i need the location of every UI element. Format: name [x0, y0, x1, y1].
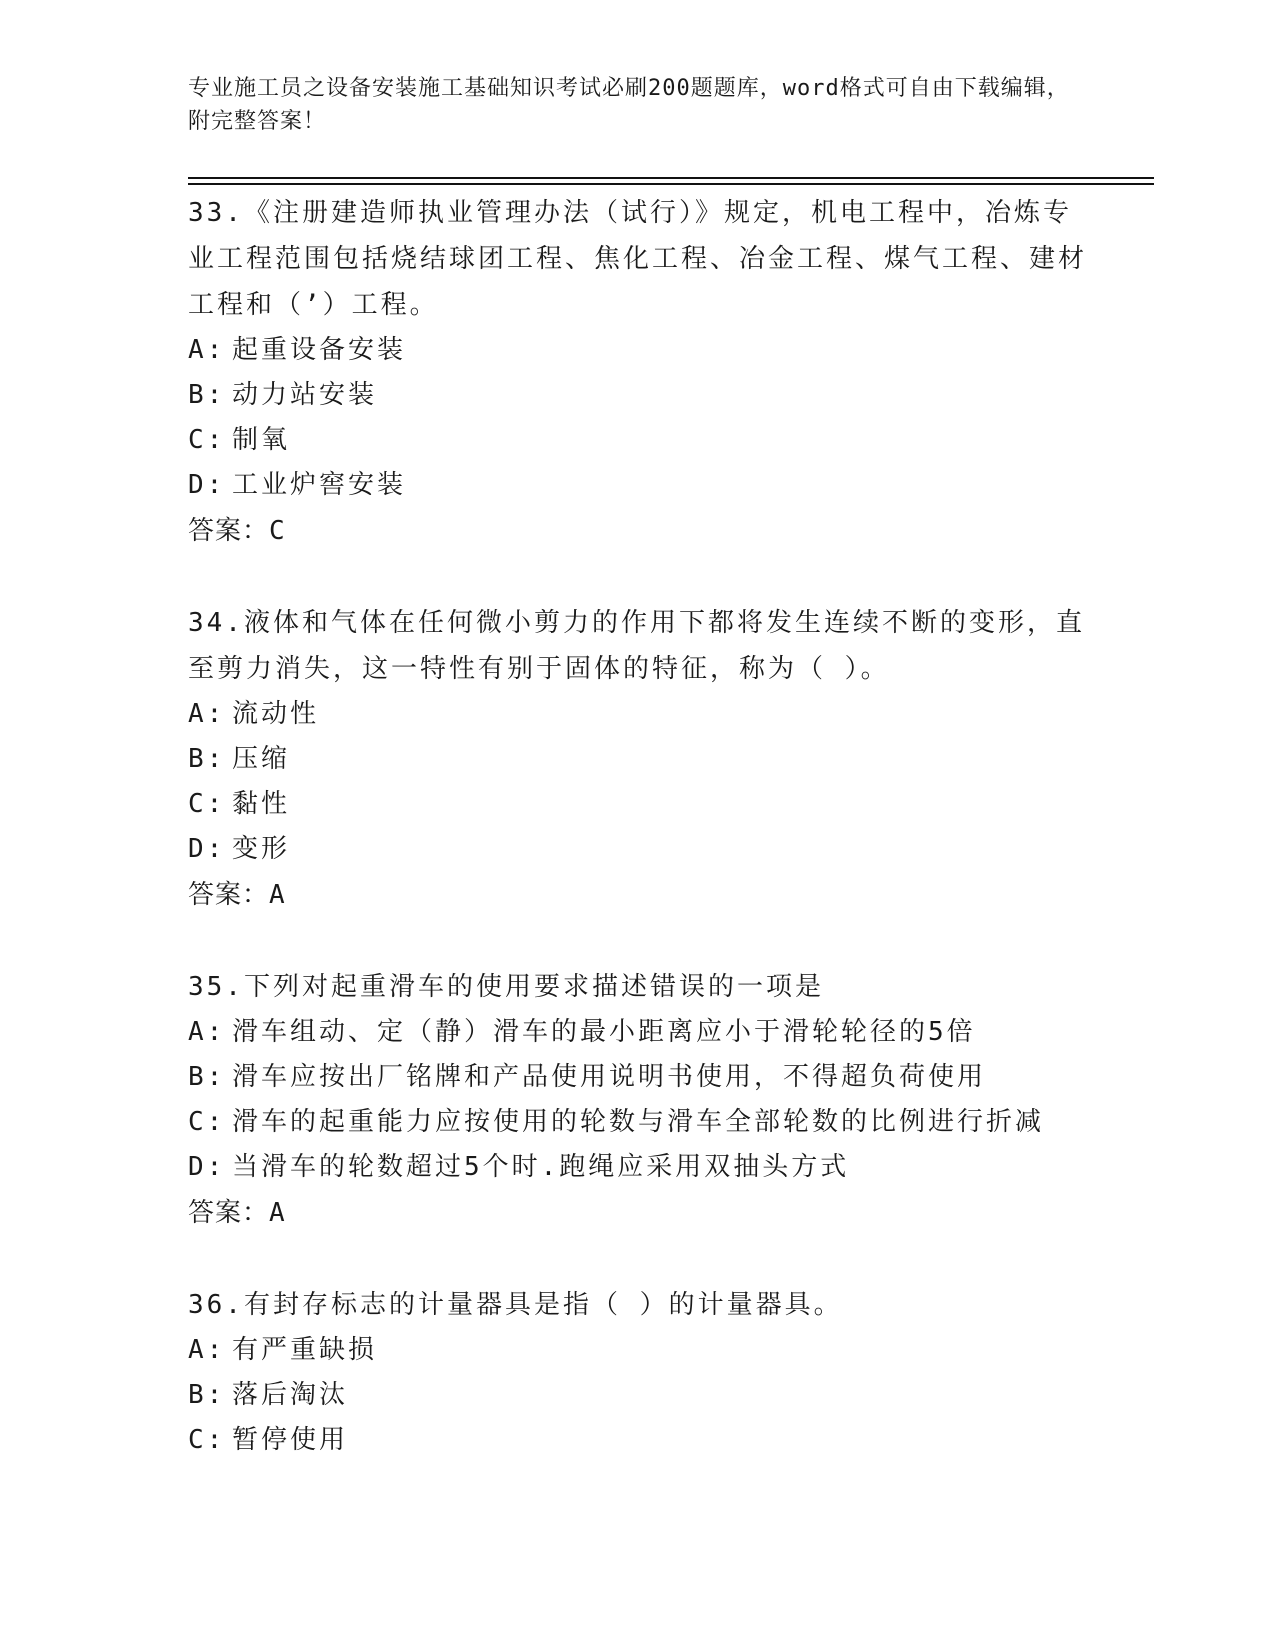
option-key: A:	[188, 699, 226, 729]
answer-value: A	[269, 1198, 286, 1228]
option-key: A:	[188, 1017, 226, 1047]
option-key: C:	[188, 1425, 226, 1455]
option-key: B:	[188, 380, 226, 410]
answer-value: A	[269, 880, 286, 910]
option-text: 变形	[232, 834, 291, 864]
option-text: 暂停使用	[232, 1425, 349, 1455]
option-text: 有严重缺损	[232, 1335, 378, 1365]
question-36	[188, 1282, 1088, 1463]
option-key: A:	[188, 335, 226, 365]
question-text: 33.《注册建造师执业管理办法（试行）》规定，机电工程中，冶炼专业工程范围包括烧结球团工程、焦化工程、冶金工程、煤气工程、建材工程和（’）工程。	[188, 198, 1088, 320]
option-a	[188, 1328, 1088, 1373]
option-c	[188, 782, 1088, 827]
option-b	[188, 1373, 1088, 1418]
option-a	[188, 328, 1088, 373]
option-b	[188, 1055, 1088, 1100]
question-text: 35.下列对起重滑车的使用要求描述错误的一项是	[188, 972, 824, 1002]
question-34	[188, 600, 1088, 918]
question-text: 36.有封存标志的计量器具是指（ ）的计量器具。	[188, 1290, 843, 1320]
option-text: 滑车的起重能力应按使用的轮数与滑车全部轮数的比例进行折减	[232, 1107, 1045, 1137]
option-text: 滑车应按出厂铭牌和产品使用说明书使用，不得超负荷使用	[232, 1062, 987, 1092]
option-key: D:	[188, 470, 226, 500]
option-a	[188, 1010, 1088, 1055]
option-key: B:	[188, 1062, 226, 1092]
answer-label: 答案：	[188, 516, 270, 546]
option-key: C:	[188, 425, 226, 455]
option-text: 工业炉窖安装	[232, 470, 407, 500]
option-text: 当滑车的轮数超过5个时.跑绳应采用双抽头方式	[232, 1152, 850, 1182]
option-key: D:	[188, 1152, 226, 1182]
option-b	[188, 737, 1088, 782]
option-key: B:	[188, 1380, 226, 1410]
option-key: A:	[188, 1335, 226, 1365]
option-c	[188, 418, 1088, 463]
header-divider-bottom	[188, 183, 1154, 185]
option-key: B:	[188, 744, 226, 774]
option-c	[188, 1100, 1088, 1145]
option-text: 流动性	[232, 699, 320, 729]
question-list	[188, 190, 1088, 1509]
question-text: 34.液体和气体在任何微小剪力的作用下都将发生连续不断的变形，直至剪力消失，这一特性有别于固体的特征，称为（ ）。	[188, 608, 1085, 684]
option-text: 制氧	[232, 425, 291, 455]
option-d	[188, 463, 1088, 508]
option-key: C:	[188, 789, 226, 819]
header-divider-top	[188, 177, 1154, 179]
option-text: 动力站安装	[232, 380, 378, 410]
question-35	[188, 964, 1088, 1236]
option-d	[188, 1145, 1088, 1190]
answer-label: 答案：	[188, 880, 270, 910]
option-a	[188, 692, 1088, 737]
option-text: 滑车组动、定（静）滑车的最小距离应小于滑轮轮径的5倍	[232, 1017, 976, 1047]
option-c	[188, 1418, 1088, 1463]
option-b	[188, 373, 1088, 418]
option-d	[188, 827, 1088, 872]
answer-line	[188, 508, 1088, 554]
document-header: 专业施工员之设备安装施工基础知识考试必刷200题题库，word格式可自由下载编辑，附完整答案！	[188, 76, 1070, 134]
answer-label: 答案：	[188, 1198, 270, 1228]
option-key: C:	[188, 1107, 226, 1137]
answer-value: C	[269, 516, 286, 546]
question-33	[188, 190, 1088, 554]
option-key: D:	[188, 834, 226, 864]
option-text: 起重设备安装	[232, 335, 407, 365]
option-text: 黏性	[232, 789, 291, 819]
answer-line	[188, 872, 1088, 918]
option-text: 压缩	[232, 744, 291, 774]
answer-line	[188, 1190, 1088, 1236]
option-text: 落后淘汰	[232, 1380, 349, 1410]
